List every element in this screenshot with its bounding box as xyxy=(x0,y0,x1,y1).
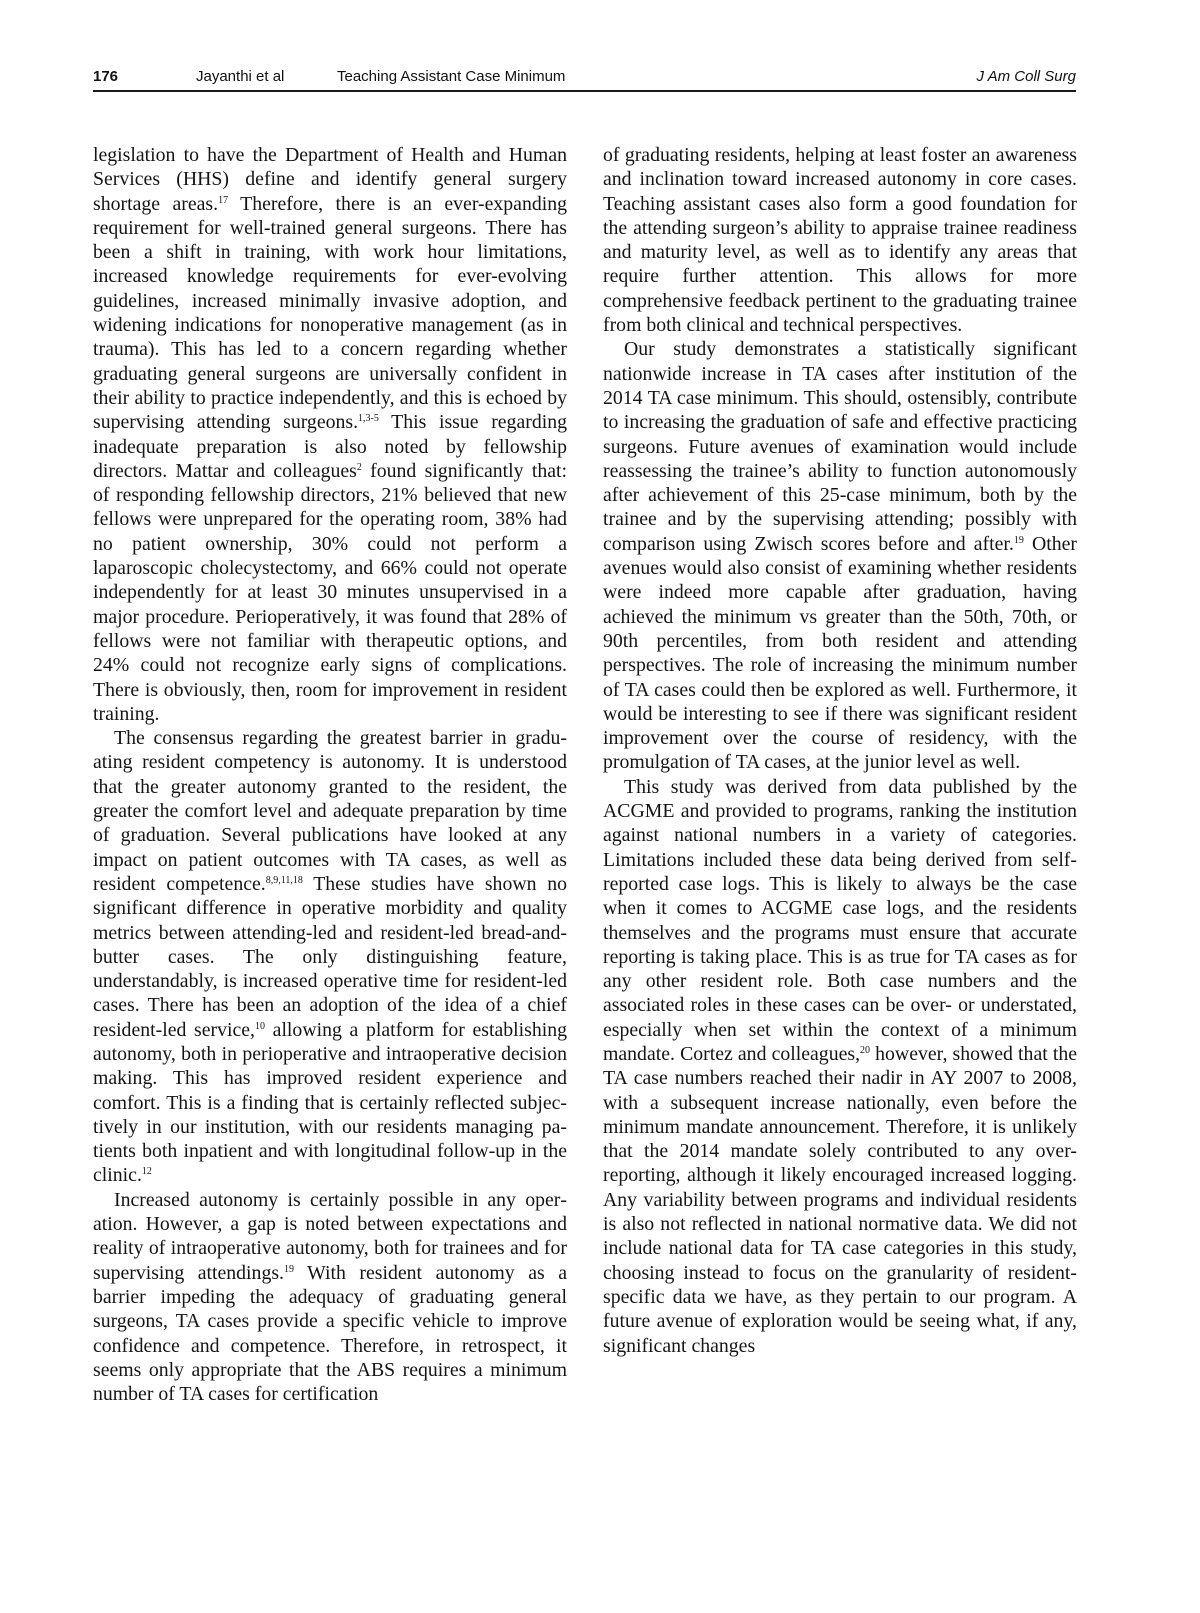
citation: 8,9,11,18 xyxy=(265,874,303,886)
page-number: 176 xyxy=(93,68,119,85)
citation: 20 xyxy=(860,1044,871,1056)
citation: 2 xyxy=(356,461,362,473)
journal-name: J Am Coll Surg xyxy=(976,68,1076,85)
running-authors: Jayanthi et al xyxy=(196,68,285,85)
paragraph: The consensus regarding the greatest barrier in graduating resident competency is autonomy. It is understood that the greater autonomy granted to the resident, the greater the comfort level and adequate preparation by time of graduation. Several publications have looked at any impact on patient outcomes with TA cases, as well as resident competence.$^{8,9,11,18}$ These studies have shown no significant difference in operative morbidity and quality metrics between attending-led and resident-led bread-and-butter cases. The only distinguishing feature, understandably, is increased operative time for resident-led cases. There has been an adoption of the idea of a chief resident-led service,$^{10}$ allowing a platform for establishing autonomy, both in perioperative and intraoperative decision making. This has improved resident experience and comfort. This is a finding that is certainly reflected subjectively in our institution, with our residents managing patients both inpatient and with longitudinal follow-up in the clinic.$^{12}$ xyxy=(93,727,568,1187)
left-column xyxy=(93,143,567,1406)
citation: 17 xyxy=(218,194,229,206)
running-header xyxy=(93,64,1076,92)
citation: 10 xyxy=(255,1020,265,1032)
paragraph: This study was derived from data published by the ACGME and provided to programs, ranking the institution against national numbers in a variety of categories. Limitations included these data being derived from self-reported case logs. This is likely to always be the case when it comes to ACGME case logs, and the residents themselves and the programs must ensure that accurate reporting is taking place. This is as true for TA cases as for any other resident role. Both case numbers and the associated roles in these cases can be over- or understated, especially when set within the context of a minimum mandate. Cortez and colleagues,$^{20}$ however, showed that the TA case numbers reached their nadir in AY 2007 to 2008, with a subsequent increase nationally, even before the minimum mandate announcement. Therefore, it is unlikely that the 2014 mandate solely contributed to any over-reporting, although it likely encouraged increased logging. Any variability between programs and individual residents is also not reflected in national normative data. We did not include national data for TA case categories in this study, choosing instead to focus on the granularity of resident-specific data we have, as they pertain to our program. A future avenue of exploration would be seeing what, if any, significant changes xyxy=(603,775,1077,1357)
paragraph: of graduating residents, helping at least foster an awareness and inclination toward increased autonomy in core cases. Teaching assistant cases also form a good foundation for the attending surgeon’s ability to appraise trainee readiness and maturity level, as well as to identify any areas that require further attention. This allows for more comprehensive feedback pertinent to the graduating trainee from both clinical and technical perspectives. xyxy=(603,144,1077,337)
paragraph: legislation to have the Department of Health and Human Services (HHS) define and identify general surgery shortage areas.$^{17}$ Therefore, there is an ever-expanding requirement for well-trained general surgeons. There has been a shift in training, with work hour limitations, increased knowledge requirements for ever-evolving guidelines, increased minimally invasive adoption, and widening indications for nonoperative management (as in trauma). This has led to a concern regarding whether graduating general surgeons are universally confident in their ability to practice independently, and this is echoed by supervising attending surgeons.$^{1,3-5}$ This issue regarding inadequate preparation is also noted by fellowship directors. Mattar and colleagues$^2$ found significantly that: of responding fellowship directors, 21% believed that new fellows were unprepared for the operating room, 38% had no patient ownership, 30% could not perform a laparoscopic cholecystectomy, and 66% could not operate independently for at least 30 minutes unsupervised in a major procedure. Perioperatively, it was found that 28% of fellows were not familiar with therapeutic options, and 24% could not recognize early signs of complications. There is obviously, then, room for improvement in resident training. xyxy=(93,144,567,725)
citation: 19 xyxy=(283,1263,294,1275)
citation: 19 xyxy=(1013,534,1024,546)
citation: 12 xyxy=(141,1166,152,1178)
running-title: Teaching Assistant Case Minimum xyxy=(337,68,566,85)
paragraph: Our study demonstrates a statistically significant nationwide increase in TA cases after institution of the 2014 TA case minimum. This should, ostensibly, contribute to increasing the graduation of safe and effective practicing surgeons. Future avenues of examination would include reassessing the trainee’s ability to function autonomously after achievement of this 25-case minimum, both by the trainee and by the supervising attending; possibly with comparison using Zwisch scores before and after.$^{19}$ Other avenues would also consist of examining whether residents were indeed more capable after graduation, having achieved the minimum vs greater than the 50th, 70th, or 90th percentiles, from both resident and attending perspectives. The role of increasing the minimum number of TA cases could then be explored as well. Furthermore, it would be interesting to see if there was significant resident improvement over the course of residency, with the promulgation of TA cases, at the junior level as well. xyxy=(603,338,1078,774)
paragraph: Increased autonomy is certainly possible in any operation. However, a gap is noted between expectations and reality of intraoperative autonomy, both for trainees and for supervising attendings.$^{19}$ With resident autonomy as a barrier impeding the adequacy of graduating general surgeons, TA cases provide a specific vehicle to improve confidence and competence. Therefore, in retrospect, it seems only appropriate that the ABS requires a minimum number of TA cases for certification xyxy=(93,1188,567,1406)
right-column xyxy=(603,143,1077,1358)
citation: 1,3-5 xyxy=(358,413,379,425)
